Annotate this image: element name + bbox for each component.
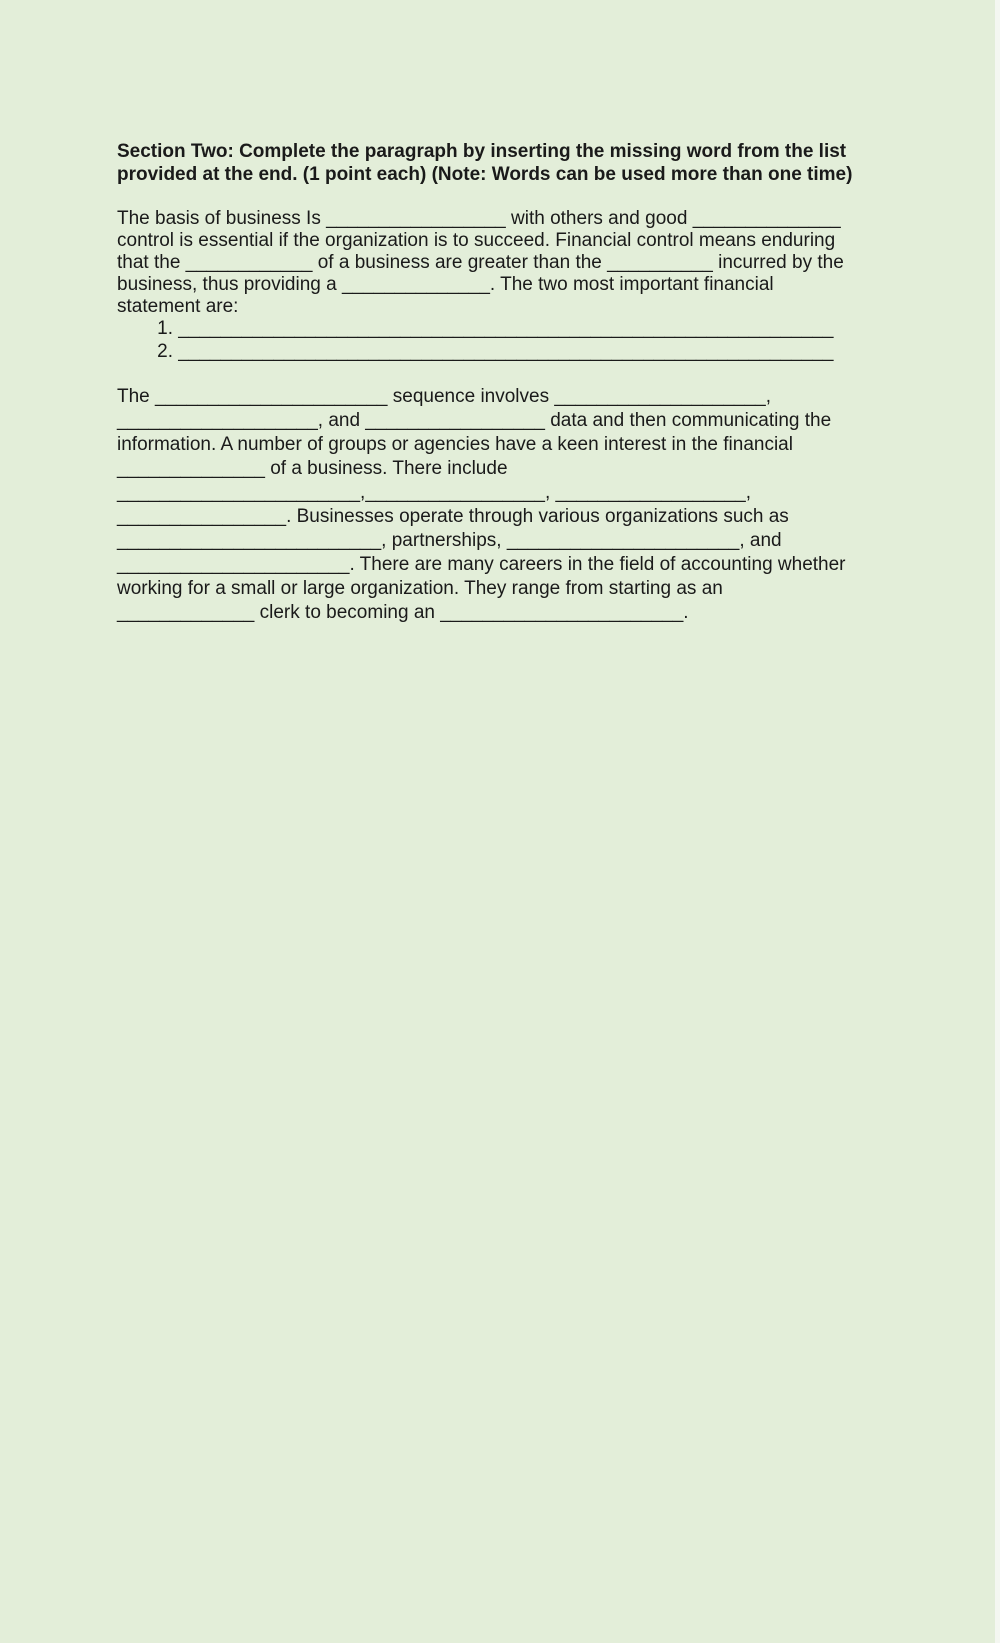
paragraph-line: business, thus providing a ______________. The two most important financial <box>117 274 774 295</box>
paragraph-line: information. A number of groups or agencies have a keen interest in the financial <box>117 434 793 455</box>
paragraph-line: ______________________. There are many careers in the field of accounting whether <box>117 554 846 575</box>
financial-statements-list <box>117 318 877 364</box>
paragraph-line: _____________ clerk to becoming an _______________________. <box>117 602 689 623</box>
paragraph-line: _________________________, partnerships, ______________________, and <box>117 530 782 551</box>
worksheet-content <box>117 140 877 626</box>
paragraph-line: The basis of business Is _________________ with others and good ______________ <box>117 208 841 229</box>
answer-blank: ______________________________________________________________ <box>178 341 834 362</box>
paragraph-line: ___________________, and _________________ data and then communicating the <box>117 410 832 431</box>
paragraph-line: The ______________________ sequence involves ____________________, <box>117 386 771 407</box>
page-edge <box>995 0 1000 1643</box>
paragraph-line: control is essential if the organization is to succeed. Financial control means enduring <box>117 230 836 251</box>
paragraph-line: ______________ of a business. There include <box>117 458 508 479</box>
paragraph-line: working for a small or large organization. They range from starting as an <box>117 578 723 599</box>
paragraph-line: that the ____________ of a business are greater than the __________ incurred by the <box>117 252 844 273</box>
list-number: 2. <box>157 341 173 362</box>
paragraph-line: statement are: <box>117 296 239 317</box>
list-item <box>117 318 877 341</box>
list-item <box>117 341 877 364</box>
section-heading-line: provided at the end. (1 point each) (Note: Words can be used more than one time) <box>117 164 853 185</box>
answer-blank: ______________________________________________________________ <box>178 318 834 339</box>
paragraph-accounting-cycle <box>117 386 877 626</box>
list-number: 1. <box>157 318 173 339</box>
section-heading <box>117 140 877 186</box>
paragraph-line: _______________________,_________________, __________________, <box>117 482 751 503</box>
paragraph-line: ________________. Businesses operate through various organizations such as <box>117 506 789 527</box>
section-heading-line: Section Two: Complete the paragraph by inserting the missing word from the list <box>117 141 847 162</box>
paragraph-financial-control <box>117 208 877 318</box>
